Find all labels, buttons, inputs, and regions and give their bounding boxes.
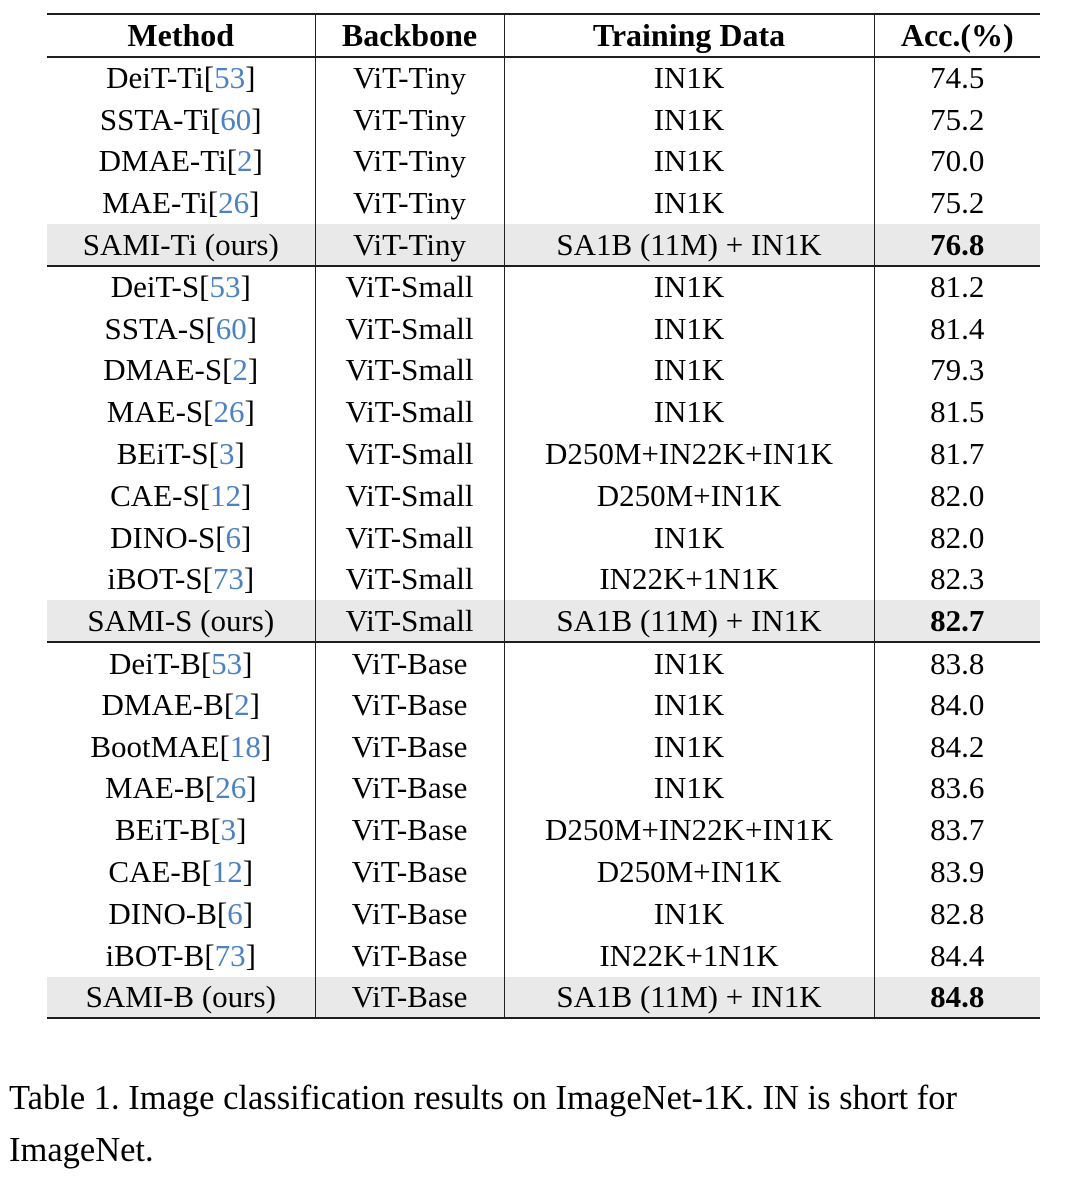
training-data-cell: IN1K xyxy=(504,57,874,99)
acc-cell: 83.8 xyxy=(874,642,1040,684)
citation-link[interactable]: 73 xyxy=(212,561,244,597)
table-row xyxy=(47,726,1040,768)
method-cell: CAE-B[12] xyxy=(108,854,254,890)
method-name: DINO-S xyxy=(110,519,216,555)
backbone-cell: ViT-Small xyxy=(315,308,504,350)
training-data-cell: IN22K+1N1K xyxy=(504,559,874,601)
backbone-cell: ViT-Base xyxy=(315,851,504,893)
table-body xyxy=(47,57,1040,1018)
citation-link[interactable]: 12 xyxy=(211,854,243,890)
training-data-cell: IN1K xyxy=(504,266,874,308)
col-header-training-data: Training Data xyxy=(504,14,874,57)
training-data-cell: IN1K xyxy=(504,182,874,224)
training-data-cell: D250M+IN1K xyxy=(504,475,874,517)
citation-link[interactable]: 6 xyxy=(225,519,242,555)
method-name: iBOT-B xyxy=(105,937,205,973)
acc-cell: 82.0 xyxy=(874,517,1040,559)
training-data-cell: IN1K xyxy=(504,726,874,768)
table-row-ours xyxy=(47,224,1040,266)
table-row xyxy=(47,809,1040,851)
backbone-cell: ViT-Base xyxy=(315,893,504,935)
citation-link[interactable]: 2 xyxy=(234,686,250,722)
backbone-cell: ViT-Small xyxy=(315,475,504,517)
method-name: SSTA-Ti xyxy=(99,101,210,137)
method-name: SAMI-Ti (ours) xyxy=(82,226,279,262)
method-name: DMAE-S xyxy=(103,352,223,388)
training-data-cell: SA1B (11M) + IN1K xyxy=(504,977,874,1019)
training-data-cell: IN1K xyxy=(504,517,874,559)
backbone-cell: ViT-Small xyxy=(315,600,504,642)
backbone-cell: ViT-Tiny xyxy=(315,224,504,266)
method-name: MAE-Ti xyxy=(102,185,208,221)
method-cell: DeiT-S[53] xyxy=(110,269,251,305)
table-row xyxy=(47,475,1040,517)
method-cell xyxy=(47,600,315,642)
method-cell: CAE-S[12] xyxy=(110,477,252,513)
method-cell: DeiT-Ti[53] xyxy=(106,60,256,96)
citation-link[interactable]: 26 xyxy=(218,185,250,221)
acc-cell: 70.0 xyxy=(874,141,1040,183)
method-name: DeiT-Ti xyxy=(106,60,204,96)
col-header-method: Method xyxy=(127,17,235,53)
training-data-cell: IN1K xyxy=(504,99,874,141)
table-row xyxy=(47,182,1040,224)
acc-cell: 81.2 xyxy=(874,266,1040,308)
citation-link[interactable]: 12 xyxy=(210,477,242,513)
method-name: DMAE-B xyxy=(101,686,224,722)
citation-link[interactable]: 53 xyxy=(211,645,243,681)
citation-link[interactable]: 60 xyxy=(215,310,247,346)
method-name: CAE-S xyxy=(110,477,200,513)
table-row xyxy=(47,57,1040,99)
citation-link[interactable]: 53 xyxy=(209,269,241,305)
acc-cell: 84.8 xyxy=(874,977,1040,1019)
training-data-cell: IN1K xyxy=(504,768,874,810)
training-data-cell: IN22K+1N1K xyxy=(504,935,874,977)
table-row xyxy=(47,851,1040,893)
method-cell xyxy=(47,224,315,266)
method-name: SAMI-S (ours) xyxy=(87,602,275,638)
training-data-cell: D250M+IN22K+IN1K xyxy=(504,809,874,851)
method-name: DeiT-B xyxy=(108,645,201,681)
citation-link[interactable]: 73 xyxy=(214,937,246,973)
method-name: BootMAE xyxy=(90,728,220,764)
acc-cell: 83.9 xyxy=(874,851,1040,893)
backbone-cell: ViT-Small xyxy=(315,266,504,308)
method-cell: MAE-Ti[26] xyxy=(102,185,260,221)
table-container xyxy=(47,13,1040,1019)
backbone-cell: ViT-Base xyxy=(315,977,504,1019)
training-data-cell: SA1B (11M) + IN1K xyxy=(504,224,874,266)
table-row xyxy=(47,559,1040,601)
acc-cell: 82.7 xyxy=(874,600,1040,642)
training-data-cell: IN1K xyxy=(504,350,874,392)
citation-link[interactable]: 53 xyxy=(214,60,246,96)
training-data-cell: IN1K xyxy=(504,684,874,726)
table-row xyxy=(47,684,1040,726)
training-data-cell: SA1B (11M) + IN1K xyxy=(504,600,874,642)
col-header-backbone: Backbone xyxy=(315,14,504,57)
acc-cell: 74.5 xyxy=(874,57,1040,99)
table-row xyxy=(47,893,1040,935)
acc-cell: 75.2 xyxy=(874,182,1040,224)
method-cell: BootMAE[18] xyxy=(90,728,272,764)
backbone-cell: ViT-Tiny xyxy=(315,141,504,183)
training-data-cell: IN1K xyxy=(504,893,874,935)
backbone-cell: ViT-Base xyxy=(315,809,504,851)
acc-cell: 82.8 xyxy=(874,893,1040,935)
method-name: DINO-B xyxy=(108,895,217,931)
training-data-cell: IN1K xyxy=(504,642,874,684)
training-data-cell: D250M+IN1K xyxy=(504,851,874,893)
header-row xyxy=(47,14,1040,57)
acc-cell: 84.2 xyxy=(874,726,1040,768)
method-name: BEiT-S xyxy=(116,436,209,472)
acc-cell: 84.0 xyxy=(874,684,1040,726)
citation-link[interactable]: 3 xyxy=(218,436,235,472)
method-name: DeiT-S xyxy=(110,269,200,305)
table-row-ours xyxy=(47,600,1040,642)
backbone-cell: ViT-Small xyxy=(315,559,504,601)
table-header xyxy=(47,14,1040,57)
citation-link[interactable]: 26 xyxy=(213,394,245,430)
acc-cell: 82.0 xyxy=(874,475,1040,517)
table-row xyxy=(47,768,1040,810)
citation-link[interactable]: 6 xyxy=(227,895,243,931)
acc-cell: 81.4 xyxy=(874,308,1040,350)
method-cell: SSTA-Ti[60] xyxy=(99,101,262,137)
acc-cell: 81.5 xyxy=(874,391,1040,433)
method-name: BEiT-B xyxy=(115,812,211,848)
acc-cell: 83.6 xyxy=(874,768,1040,810)
table-row xyxy=(47,266,1040,308)
method-cell: DMAE-S[2] xyxy=(103,352,259,388)
backbone-cell: ViT-Tiny xyxy=(315,182,504,224)
method-cell xyxy=(47,977,315,1019)
table-row xyxy=(47,141,1040,183)
table-row xyxy=(47,391,1040,433)
training-data-cell: IN1K xyxy=(504,141,874,183)
method-name: MAE-B xyxy=(104,770,205,806)
backbone-cell: ViT-Small xyxy=(315,350,504,392)
method-name: iBOT-S xyxy=(107,561,203,597)
method-cell: DINO-S[6] xyxy=(110,519,252,555)
acc-cell: 81.7 xyxy=(874,433,1040,475)
backbone-cell: ViT-Tiny xyxy=(315,57,504,99)
method-name: MAE-S xyxy=(106,394,204,430)
method-name: DMAE-Ti xyxy=(98,143,227,179)
method-cell: SSTA-S[60] xyxy=(104,310,258,346)
method-cell: iBOT-S[73] xyxy=(107,561,255,597)
acc-cell: 83.7 xyxy=(874,809,1040,851)
method-cell: DeiT-B[53] xyxy=(108,645,253,681)
backbone-cell: ViT-Base xyxy=(315,935,504,977)
backbone-cell: ViT-Base xyxy=(315,726,504,768)
citation-link[interactable]: 18 xyxy=(229,728,261,764)
table-row xyxy=(47,642,1040,684)
backbone-cell: ViT-Base xyxy=(315,768,504,810)
acc-cell: 82.3 xyxy=(874,559,1040,601)
table-row xyxy=(47,308,1040,350)
method-cell: BEiT-B[3] xyxy=(115,812,247,848)
citation-link[interactable]: 60 xyxy=(220,101,252,137)
citation-link[interactable]: 26 xyxy=(215,770,247,806)
method-name: SAMI-B (ours) xyxy=(85,978,276,1014)
method-name: SSTA-S xyxy=(104,310,206,346)
backbone-cell: ViT-Small xyxy=(315,517,504,559)
col-header-acc: Acc.(%) xyxy=(874,14,1040,57)
table-row xyxy=(47,350,1040,392)
acc-cell: 76.8 xyxy=(874,224,1040,266)
citation-link[interactable]: 2 xyxy=(237,143,253,179)
training-data-cell: IN1K xyxy=(504,391,874,433)
table-row-ours xyxy=(47,977,1040,1019)
table-caption: Table 1. Image classification results on ImageNet-1K. IN is short for ImageNet. xyxy=(9,1079,957,1170)
training-data-cell: D250M+IN22K+IN1K xyxy=(504,433,874,475)
acc-cell: 75.2 xyxy=(874,99,1040,141)
method-cell: DINO-B[6] xyxy=(108,895,254,931)
training-data-cell: IN1K xyxy=(504,308,874,350)
method-name: CAE-B xyxy=(108,854,202,890)
method-cell: DMAE-Ti[2] xyxy=(98,143,263,179)
backbone-cell: ViT-Base xyxy=(315,684,504,726)
method-cell: MAE-B[26] xyxy=(104,770,257,806)
acc-cell: 79.3 xyxy=(874,350,1040,392)
method-cell: MAE-S[26] xyxy=(106,394,255,430)
table-row xyxy=(47,517,1040,559)
backbone-cell: ViT-Small xyxy=(315,433,504,475)
table-row xyxy=(47,433,1040,475)
citation-link[interactable]: 2 xyxy=(232,352,248,388)
method-cell: DMAE-B[2] xyxy=(101,686,260,722)
backbone-cell: ViT-Tiny xyxy=(315,99,504,141)
acc-cell: 84.4 xyxy=(874,935,1040,977)
backbone-cell: ViT-Base xyxy=(315,642,504,684)
citation-link[interactable]: 3 xyxy=(220,812,237,848)
table-row xyxy=(47,935,1040,977)
results-table xyxy=(47,13,1040,1019)
method-cell: iBOT-B[73] xyxy=(105,937,256,973)
table-row xyxy=(47,99,1040,141)
method-cell: BEiT-S[3] xyxy=(116,436,245,472)
backbone-cell: ViT-Small xyxy=(315,391,504,433)
